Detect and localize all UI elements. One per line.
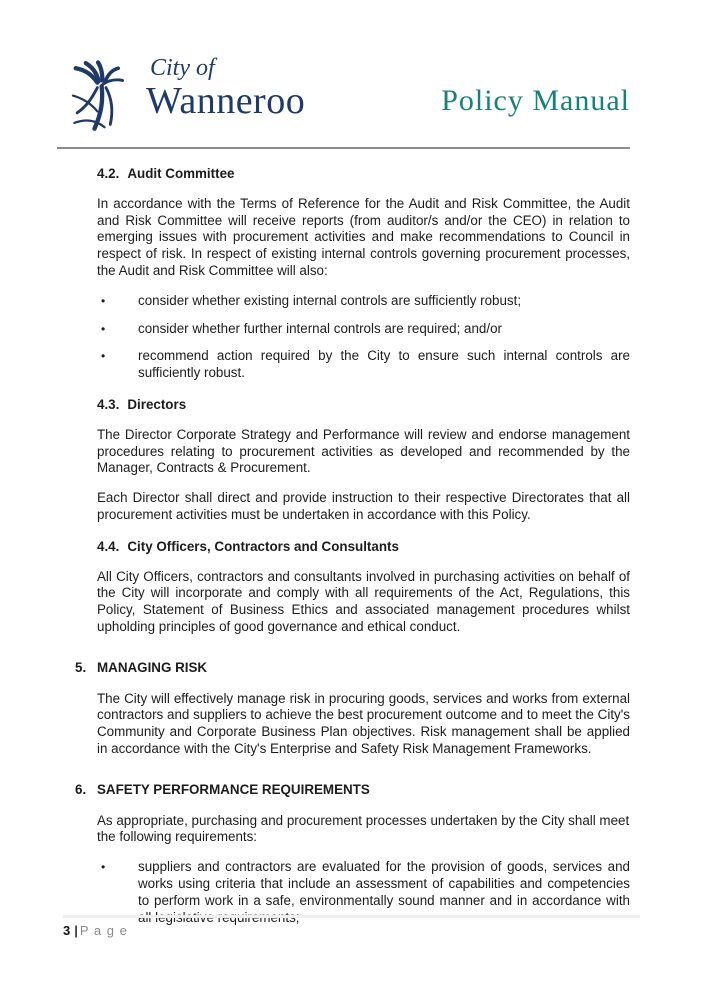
- section-title: City Officers, Contractors and Consultants: [127, 538, 399, 554]
- section-heading: [75, 660, 630, 677]
- bullet-list: [75, 293, 630, 382]
- bullet-icon: •: [101, 349, 106, 364]
- kangaroo-paw-flower-icon: [70, 54, 142, 140]
- paragraph: All City Officers, contractors and consultants involved in purchasing activities on behalf of the City will incorporate and comply with all requirements of the Act, Regulations, this Policy, Statement of Business Ethics and associated management procedures whilst upholding principles of good governance and ethical conduct.: [97, 568, 630, 634]
- paragraph: As appropriate, purchasing and procurement processes undertaken by the City shall meet the following requirements:: [97, 812, 630, 845]
- section-title: SAFETY PERFORMANCE REQUIREMENTS: [97, 781, 370, 797]
- logo-line-wanneroo: Wanneroo: [146, 80, 306, 122]
- city-of-wanneroo-logo: [70, 54, 305, 140]
- paragraph: The City will effectively manage risk in procuring goods, services and works from external contractors and suppliers to achieve the best procurement outcome and to meet the City's Community and Corporate Business Plan objectives. Risk management shall be applied in accordance with the City's Enterprise and Safety Risk Management Frameworks.: [97, 690, 630, 756]
- bullet-text: consider whether existing internal controls are sufficiently robust;: [138, 292, 522, 308]
- logo-line-city-of: City of: [150, 55, 215, 81]
- section-audit-committee: [75, 166, 630, 382]
- section-number: 4.4.: [97, 538, 120, 554]
- section-directors: [75, 397, 630, 524]
- page-number: 3: [63, 923, 71, 938]
- section-title: Directors: [127, 396, 187, 412]
- section-heading: [75, 782, 630, 799]
- bullet-icon: •: [101, 860, 106, 875]
- logo-wordmark: [146, 54, 305, 120]
- page-label: P a g e: [79, 923, 128, 938]
- section-title: MANAGING RISK: [97, 659, 208, 675]
- page-header: [0, 0, 706, 148]
- section-heading: [97, 539, 630, 556]
- bullet-item: [101, 348, 630, 382]
- paragraph: Each Director shall direct and provide instruction to their respective Directorates that all procurement activities must be undertaken in accordance with this Policy.: [97, 490, 630, 522]
- document-content: [75, 156, 630, 937]
- section-managing-risk: [75, 660, 630, 758]
- paragraph: The Director Corporate Strategy and Performance will review and endorse management procedures relating to procurement activities as developed and recommended by the Manager, Contracts & Procurement.: [97, 426, 630, 476]
- bullet-icon: •: [101, 293, 106, 308]
- section-number: 5.: [75, 659, 87, 675]
- policy-manual-title: Policy Manual: [441, 84, 630, 117]
- section-number: 6.: [75, 781, 87, 797]
- section-number: 4.2.: [97, 166, 120, 181]
- section-safety-performance: [75, 782, 630, 927]
- bullet-icon: •: [101, 321, 106, 336]
- bullet-item: [101, 293, 630, 310]
- page-number-separator: |: [74, 923, 78, 938]
- header-divider-rule: [57, 147, 630, 149]
- bullet-item: [101, 321, 630, 338]
- section-heading: [97, 397, 630, 414]
- page-footer: [63, 915, 640, 938]
- section-title: Audit Committee: [127, 166, 235, 181]
- bullet-text: recommend action required by the City to ensure such internal controls are sufficiently robust.: [138, 348, 630, 381]
- bullet-text: consider whether further internal controls are required; and/or: [138, 320, 502, 336]
- bullet-text: suppliers and contractors are evaluated for the provision of goods, services and works using criteria that include an assessment of capabilities and competencies to perform work in a safe, environmentally sound manner and in accordance with all legislative requirements;: [138, 859, 630, 925]
- paragraph: In accordance with the Terms of Reference for the Audit and Risk Committee, the Audit and Risk Committee will receive reports (from auditor/s and/or the CEO) in relation to emerging issues with procurement activities and make recommendations to Council in respect of risk. In respect of existing internal controls governing procurement processes, the Audit and Risk Committee will also:: [97, 195, 630, 278]
- section-number: 4.3.: [97, 396, 120, 412]
- section-city-officers: [75, 539, 630, 636]
- section-heading: [97, 166, 630, 183]
